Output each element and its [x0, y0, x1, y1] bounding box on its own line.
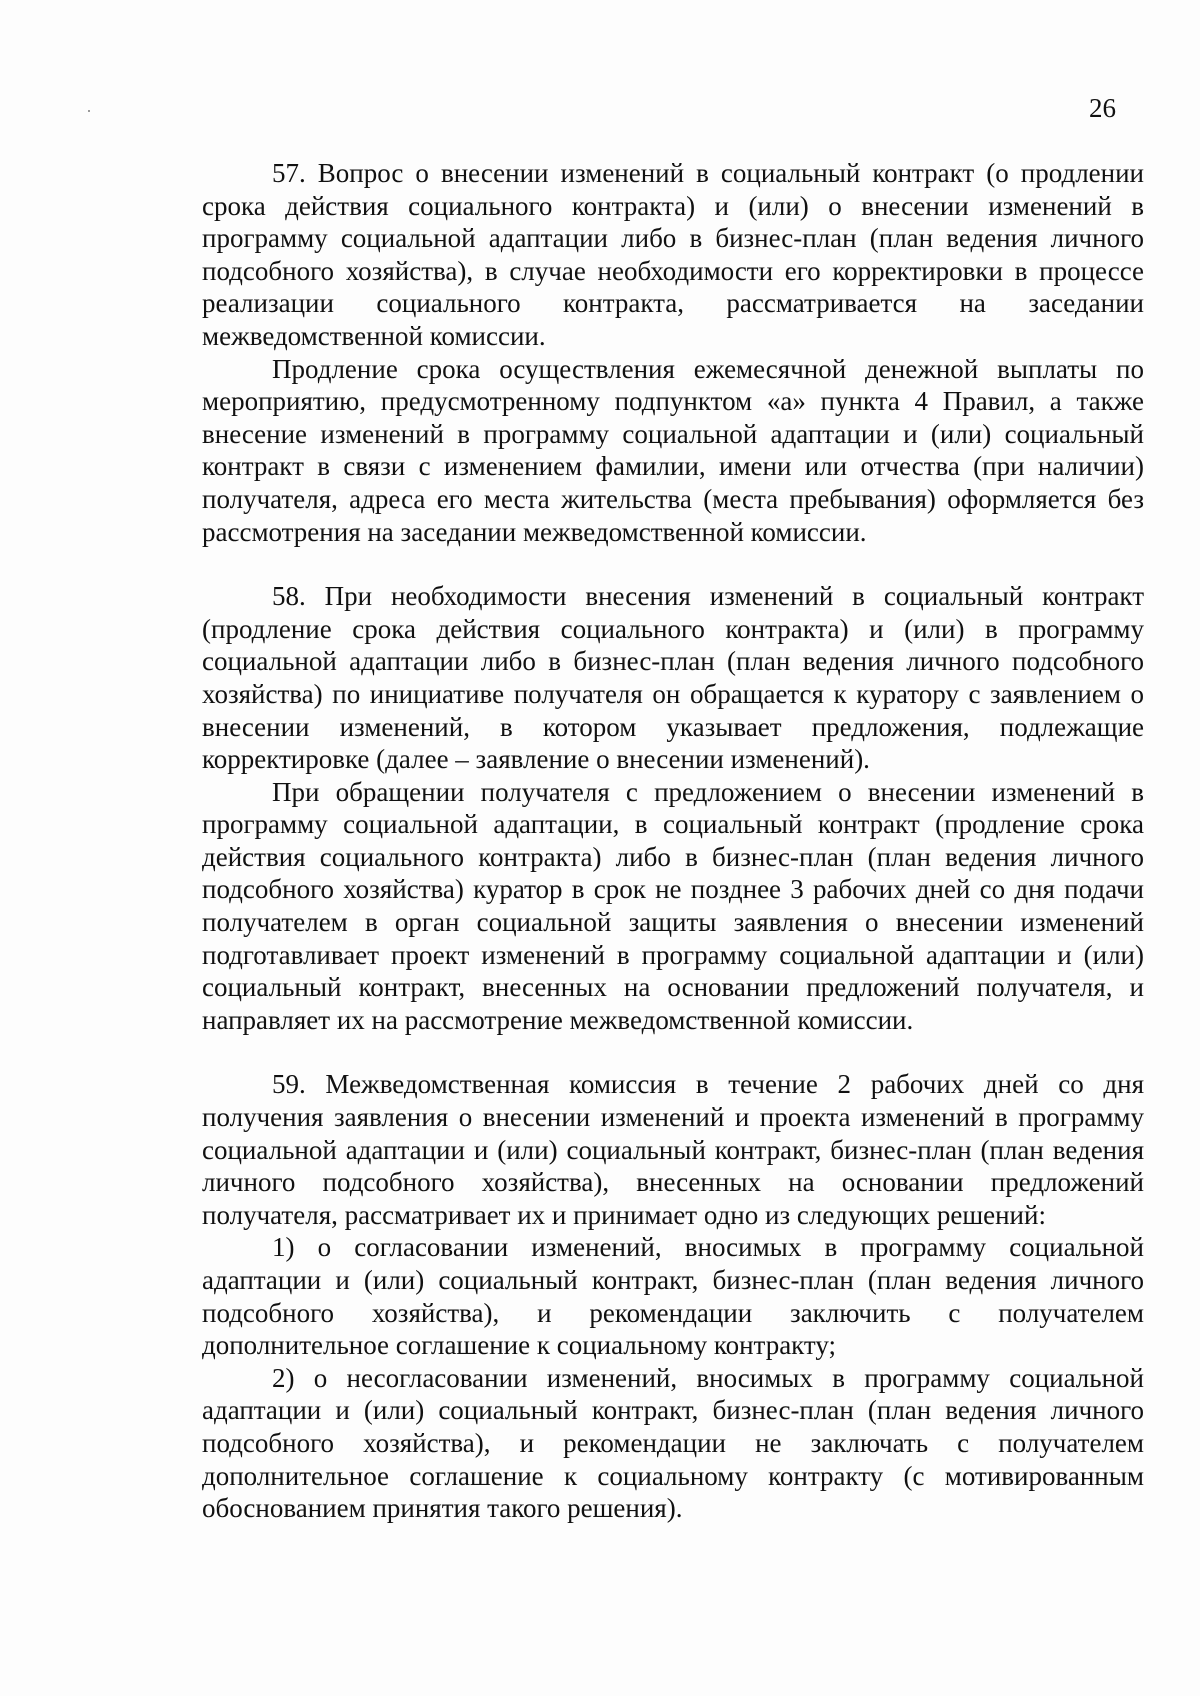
paragraph-gap [202, 548, 1144, 580]
paragraph-57: 57. Вопрос о внесении изменений в социальный контракт (о продлении срока действия социального контракта) и (или) о внесении изменений в программу социальной адаптации либо в бизнес-план (план ведения личного подсобного хозяйства), в случае необходимости его корректировки в процессе реализации социального контракта, рассматривается на заседании межведомственной комиссии. [202, 158, 1144, 351]
paragraph-gap [202, 1036, 1144, 1068]
paragraph-57-extension: Продление срока осуществления ежемесячной денежной выплаты по мероприятию, предусмотренному подпунктом «а» пункта 4 Правил, а также внесение изменений в программу социальной адаптации и (или) социальный контракт в связи с изменением фамилии, имени или отчества (при наличии) получателя, адреса его места жительства (места пребывания) оформляется без рассмотрения на заседании межведомственной комиссии. [202, 353, 1144, 547]
scan-speck [88, 110, 90, 112]
page-number: 26 [1089, 93, 1116, 123]
paragraph-59: 59. Межведомственная комиссия в течение 2 рабочих дней со дня получения заявления о внесении изменений и проекта изменений в программу социальной адаптации и (или) социальный контракт, бизнес-план (план ведения личного подсобного хозяйства), внесенных на основании предложений получателя, рассматривает их и принимает одно из следующих решений: [202, 1069, 1144, 1230]
document-body [202, 157, 1144, 1525]
paragraph-58: 58. При необходимости внесения изменений в социальный контракт (продление срока действия социального контракта) и (или) в программу социальной адаптации либо в бизнес-план (план ведения личного подсобного хозяйства) по инициативе получателя он обращается к куратору с заявлением о внесении изменений, в котором указывает предложения, подлежащие корректировке (далее – заявление о внесении изменений). [202, 581, 1144, 775]
paragraph-58-curator: При обращении получателя с предложением о внесении изменений в программу социальной адаптации, в социальный контракт (продление срока действия социального контракта) либо в бизнес-план (план ведения личного подсобного хозяйства) куратор в срок не позднее 3 рабочих дней со дня подачи получателем в орган социальной защиты заявления о внесении изменений подготавливает проект изменений в программу социальной адаптации и (или) социальный контракт, внесенных на основании предложений получателя, и направляет их на рассмотрение межведомственной комиссии. [202, 776, 1144, 1035]
decision-item-2: 2) о несогласовании изменений, вносимых в программу социальной адаптации и (или) социальный контракт, бизнес-план (план ведения личного подсобного хозяйства), и рекомендации не заключать с получателем дополнительное соглашение к социальному контракту (с мотивированным обоснованием принятия такого решения). [202, 1362, 1144, 1524]
decision-item-1: 1) о согласовании изменений, вносимых в программу социальной адаптации и (или) социальный контракт, бизнес-план (план ведения личного подсобного хозяйства), и рекомендации заключить с получателем дополнительное соглашение к социальному контракту; [202, 1232, 1144, 1361]
